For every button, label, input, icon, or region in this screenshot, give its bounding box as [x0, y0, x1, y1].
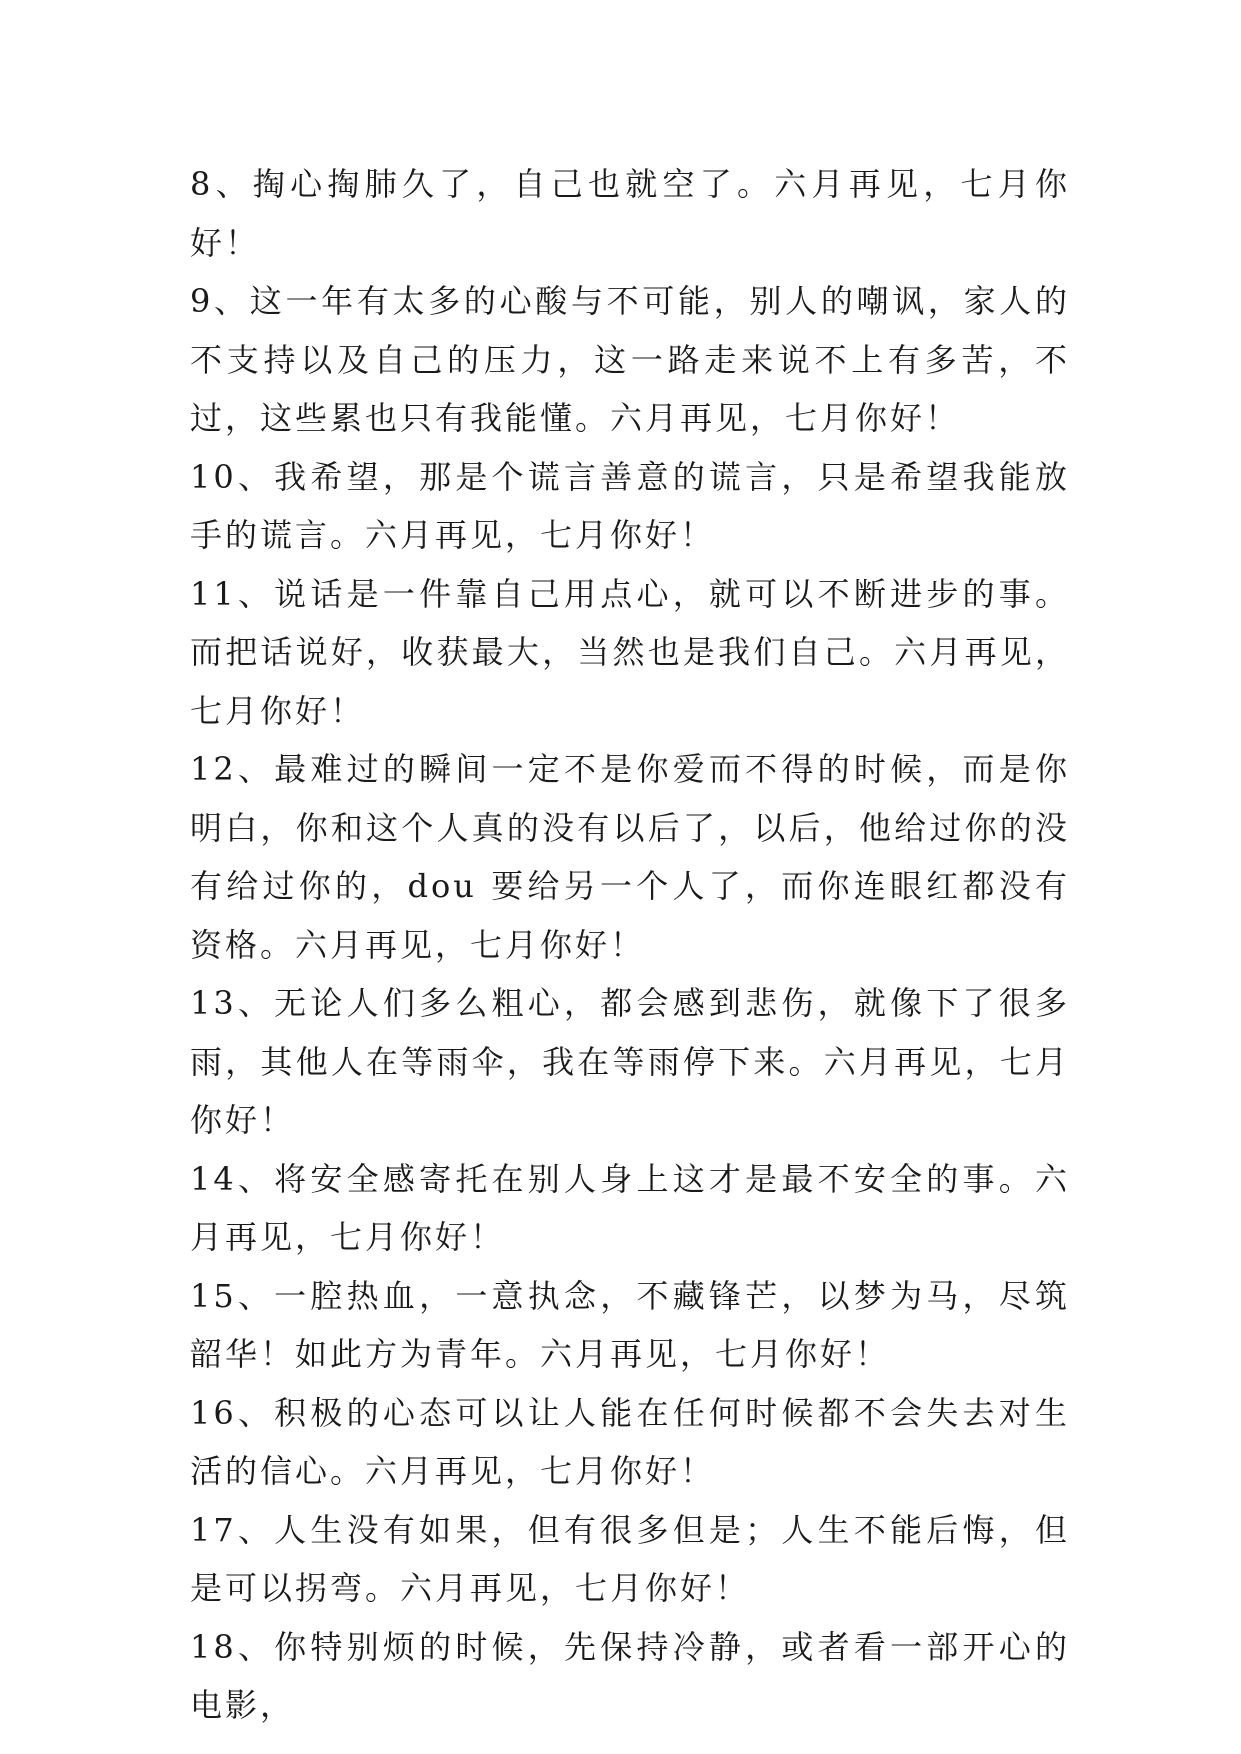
paragraph-16: 16、积极的心态可以让人能在任何时候都不会失去对生活的信心。六月再见，七月你好！ — [190, 1393, 1070, 1490]
document-body — [190, 155, 1070, 1735]
paragraph-15: 15、一腔热血，一意执念，不藏锋芒，以梦为马，尽筑韶华！如此方为青年。六月再见，七月你好！ — [190, 1276, 1070, 1373]
paragraph-8: 8、掏心掏肺久了，自己也就空了。六月再见，七月你好！ — [190, 165, 1070, 262]
paragraph-17: 17、人生没有如果，但有很多但是；人生不能后悔，但是可以拐弯。六月再见，七月你好！ — [190, 1510, 1070, 1607]
paragraph-18: 18、你特别烦的时候，先保持冷静，或者看一部开心的电影， — [190, 1627, 1070, 1724]
paragraph-9: 9、这一年有太多的心酸与不可能，别人的嘲讽，家人的不支持以及自己的压力，这一路走来说不上有多苦，不过，这些累也只有我能懂。六月再见，七月你好！ — [190, 282, 1070, 437]
paragraph-12: 12、最难过的瞬间一定不是你爱而不得的时候，而是你明白，你和这个人真的没有以后了，以后，他给过你的没有给过你的，dou 要给另一个人了，而你连眼红都没有资格。六月再见，七月你好！ — [190, 750, 1070, 964]
paragraph-14: 14、将安全感寄托在别人身上这才是最不安全的事。六月再见，七月你好！ — [190, 1159, 1070, 1256]
paragraph-13: 13、无论人们多么粗心，都会感到悲伤，就像下了很多雨，其他人在等雨伞，我在等雨停下来。六月再见，七月你好！ — [190, 984, 1070, 1139]
paragraph-10: 10、我希望，那是个谎言善意的谎言，只是希望我能放手的谎言。六月再见，七月你好！ — [190, 457, 1070, 554]
paragraph-11: 11、说话是一件靠自己用点心，就可以不断进步的事。而把话说好，收获最大，当然也是我们自己。六月再见，七月你好！ — [190, 574, 1070, 730]
